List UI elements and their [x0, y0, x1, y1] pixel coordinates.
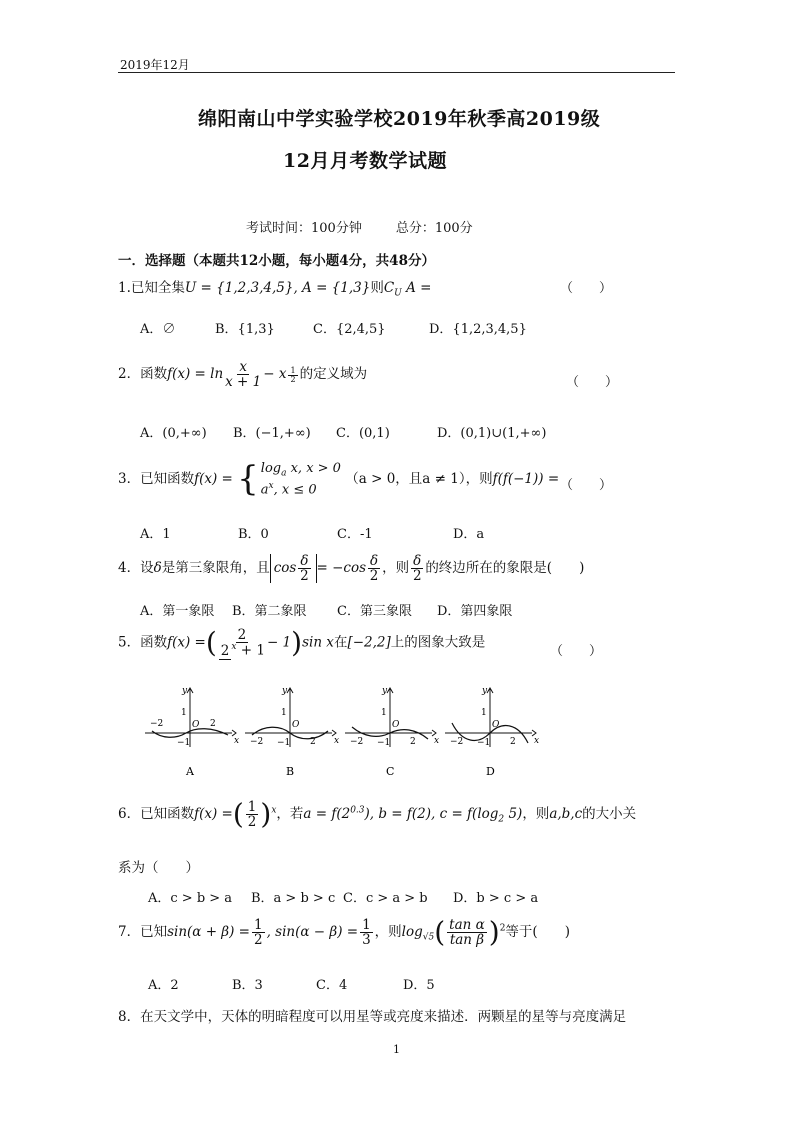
fraction: $\frac{\delta}{2}$	[369, 553, 379, 585]
tick-label: 2	[310, 737, 316, 747]
tick-label: 2	[410, 737, 416, 747]
q6-option-b: B．a > b > c	[251, 891, 336, 906]
tick-label: −2	[350, 737, 364, 747]
q3-option-b: B．0	[238, 527, 269, 542]
question-text: ，若	[276, 806, 304, 823]
question-number: 6．	[118, 806, 141, 823]
page-number: 1	[393, 1043, 400, 1056]
tick-label: 2	[510, 737, 516, 747]
q1-option-d: D．{1,2,3,4,5}	[429, 322, 527, 337]
graph-option-label: A	[186, 765, 194, 778]
question-5: 5．函数f(x) =( $\frac{2}{2 ^x + 1}$ − 1)sin x在[−2,2]上的图象大致是	[118, 625, 486, 659]
question-text: 上的图象大致是	[390, 634, 486, 651]
q4-option-b: B．第二象限	[232, 604, 307, 619]
q2-option-c: C．(0,1)	[336, 426, 390, 441]
exam-title-line1: 绵阳南山中学实验学校2019年秋季高2019级	[198, 108, 601, 130]
math-expr: = −cos	[316, 560, 367, 577]
question-text: ，则	[374, 924, 402, 941]
math-expr: f(f(−1)) =	[492, 470, 560, 487]
graph-d	[445, 686, 539, 778]
tick-label: 2	[210, 719, 216, 729]
question-text: 函数	[140, 366, 168, 383]
fraction: $\frac{x}{x + 1}$	[225, 359, 262, 391]
x-axis-label: x	[234, 736, 240, 746]
tick-label: −1	[377, 738, 391, 748]
question-number: 4．	[118, 560, 141, 577]
question-text: 函数	[140, 634, 168, 651]
q6-option-c: C．c > a > b	[343, 891, 428, 906]
q4-option-c: C．第三象限	[337, 604, 412, 619]
math-expr: , sin(α − β) =	[266, 924, 359, 941]
math-expr: $a = f(2^{0.3})$, b = f(2), $c = f(\log_2$ 5)	[303, 805, 523, 825]
math-expr: − x	[263, 366, 287, 383]
question-1	[118, 276, 431, 299]
question-text: 的大小关	[582, 806, 637, 823]
exam-meta	[246, 217, 473, 236]
q2-option-a: A．(0,+∞)	[140, 426, 207, 441]
question-number: 8．	[118, 1009, 141, 1025]
question-7: 7．已知sin(α + β) = $\frac{1}{2}$ , sin(α − β) = $\frac{1}{3}$ ，则$\log_{√5}$( $\frac{\text{tan α}}{\text{tan β}}$ )$^2$等于( )	[118, 915, 570, 949]
question-text: 在	[333, 634, 348, 651]
answer-blank-5: （ ）	[550, 644, 603, 659]
math-expr: f(x) =	[194, 470, 233, 487]
question-number: 3．	[118, 470, 141, 487]
math-expr: f(x) = ln	[167, 366, 224, 383]
tick-label: −2	[250, 737, 264, 747]
question-number: 2．	[118, 366, 141, 383]
question-text: 是第三象限角，且	[161, 560, 270, 577]
question-8	[118, 1005, 626, 1025]
q7-option-b: B．3	[232, 978, 263, 993]
fraction: $\frac{1}{2}$	[247, 799, 257, 831]
header-date: 2019年12月	[120, 58, 190, 72]
q1-option-c: C．{2,4,5}	[313, 322, 386, 337]
question-text: 已知	[140, 924, 168, 941]
q2-option-d: D．(0,1)∪(1,+∞)	[437, 426, 547, 441]
question-text: 等于( )	[505, 924, 570, 941]
tick-label: −1	[177, 738, 191, 748]
y-axis-label: y	[482, 686, 488, 696]
math-expr: U = {1,2,3,4,5}, A = {1,3}	[184, 280, 371, 296]
math-expr: δ	[153, 560, 162, 577]
question-text: 的定义域为	[299, 366, 368, 383]
math-expr: $\log_{√5}$	[401, 924, 435, 943]
x-axis-label: x	[534, 736, 540, 746]
q7-option-c: C．4	[316, 978, 348, 993]
math-expr: sin x	[302, 634, 334, 651]
q2-option-b: B．(−1,+∞)	[233, 426, 311, 441]
q3-option-a: A．1	[140, 527, 171, 542]
q6-option-a: A．c > b > a	[148, 891, 233, 906]
question-6: 6．已知函数f(x) =( $\frac{1}{2}$ )$^x$，若$a = f(2^{0.3})$, b = f(2), $c = f(\log_2$ 5)，则a,b,c的大小关	[118, 797, 637, 831]
q7-option-a: A．2	[148, 978, 179, 993]
question-text: 的终边所在的象限是( )	[425, 560, 585, 577]
exponent-fraction: $\frac{1}{2}$	[290, 365, 296, 385]
question-text: 已知函数	[140, 470, 195, 487]
tick-label: −1	[477, 738, 491, 748]
answer-blank-1: （ ）	[560, 281, 613, 296]
math-expr: f(x) =	[167, 634, 206, 651]
math-expr: $C_U$ A =	[383, 280, 432, 299]
exam-title-line2: 12月月考数学试题	[283, 150, 447, 172]
graph-c	[345, 686, 439, 778]
fraction: $\frac{1}{3}$	[362, 917, 371, 949]
math-expr: − 1	[266, 634, 292, 651]
question-text: ，则	[522, 806, 550, 823]
question-text: （a > 0，且a ≠ 1），则	[345, 470, 493, 487]
absolute-value: cos $\frac{\delta}{2}$	[270, 554, 317, 583]
question-text: 已知全集	[130, 280, 185, 296]
math-expr: f(x) =	[194, 806, 233, 823]
math-expr: [−2,2]	[347, 634, 391, 651]
q1-option-b: B．{1,3}	[215, 322, 275, 337]
origin-label: O	[392, 720, 400, 730]
answer-blank-2: （ ）	[566, 375, 619, 390]
fraction: $\frac{2}{2 ^x + 1}$	[220, 627, 265, 659]
tick-label: 1	[281, 708, 287, 718]
header-rule	[118, 72, 675, 73]
q1-option-a: A．∅	[140, 322, 176, 337]
origin-label: O	[492, 720, 500, 730]
section-heading: 一．选择题（本题共12小题，每小题4分，共48分）	[118, 253, 435, 269]
y-axis-label: y	[182, 686, 188, 696]
tick-label: −1	[277, 738, 291, 748]
tick-label: −2	[150, 719, 164, 729]
q3-option-d: D．a	[453, 527, 485, 542]
exam-total-score: 总分：100分	[395, 221, 473, 236]
graph-a	[145, 686, 239, 778]
math-expr: sin(α + β) =	[167, 924, 250, 941]
question-text: 已知函数	[140, 806, 195, 823]
question-number: 1.	[118, 280, 131, 296]
tick-label: 1	[481, 708, 487, 718]
tick-label: 1	[381, 708, 387, 718]
q4-option-d: D．第四象限	[437, 604, 513, 619]
math-expr: a,b,c	[549, 806, 583, 823]
graph-b	[245, 686, 339, 778]
q6-option-d: D．b > c > a	[453, 891, 539, 906]
question-text: 则	[370, 280, 384, 296]
q4-option-a: A．第一象限	[140, 604, 215, 619]
question-3	[118, 460, 559, 499]
piecewise-system: { $\log_a x$, x > 0 $a^x$, x ≤ 0	[237, 459, 341, 500]
function-graph-options	[140, 683, 560, 783]
fraction: $\frac{\text{tan α}}{\text{tan β}}$	[449, 917, 485, 949]
q3-option-c: C．-1	[337, 527, 373, 542]
question-text: 在天文学中，天体的明暗程度可以用星等或亮度来描述．两颗星的星等与亮度满足	[140, 1009, 627, 1025]
question-2	[118, 360, 367, 389]
y-axis-label: y	[282, 686, 288, 696]
exam-time: 考试时间：100分钟	[246, 221, 362, 236]
origin-label: O	[292, 720, 300, 730]
x-axis-label: x	[434, 736, 440, 746]
q7-option-d: D．5	[403, 978, 435, 993]
question-number: 5．	[118, 634, 141, 651]
question-text: ，则	[382, 560, 410, 577]
graph-option-label: D	[486, 765, 495, 778]
question-4	[118, 554, 584, 583]
question-6-continued: 系为（ ）	[118, 860, 199, 876]
tick-label: −2	[450, 737, 464, 747]
y-axis-label: y	[382, 686, 388, 696]
graph-option-label: C	[386, 765, 395, 778]
fraction: $\frac{\delta}{2}$	[412, 553, 422, 585]
answer-blank-3: （ ）	[560, 478, 613, 493]
origin-label: O	[192, 720, 200, 730]
graph-option-label: B	[286, 765, 295, 778]
x-axis-label: x	[334, 736, 340, 746]
question-number: 7．	[118, 924, 141, 941]
fraction: $\frac{1}{2}$	[254, 917, 263, 949]
question-text: 设	[140, 560, 154, 577]
tick-label: 1	[181, 708, 187, 718]
